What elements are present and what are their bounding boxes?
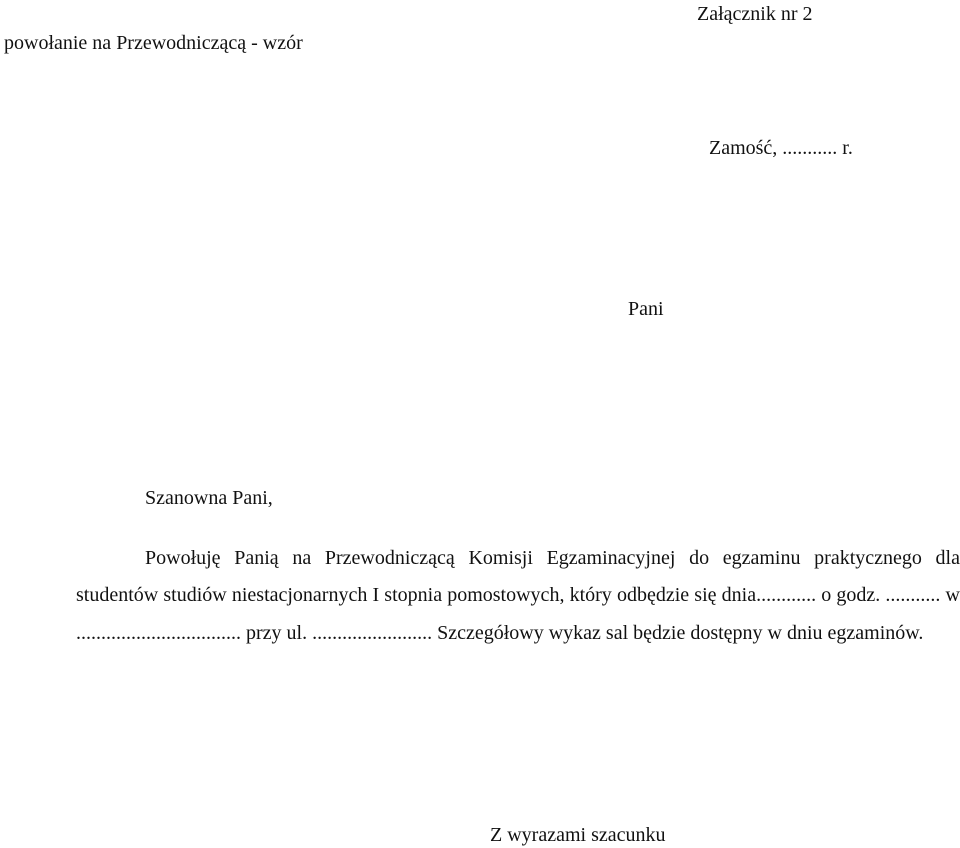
attachment-label: Załącznik nr 2 <box>697 3 813 25</box>
document-type-title: powołanie na Przewodniczącą - wzór <box>4 32 303 54</box>
addressee: Pani <box>628 298 664 320</box>
place-date-line: Zamość, ........... r. <box>709 137 853 159</box>
salutation: Szanowna Pani, <box>145 487 273 509</box>
letter-body: Powołuję Panią na Przewodniczącą Komisji Egzaminacyjnej do egzaminu praktycznego dla studentów studiów niestacjonarnych I stopnia pomostowych, który odbędzie się dnia............ o godz. ........... w ................................. przy ul. ........................ Szczegółowy wykaz sal będzie dostępny w dniu egzaminów. <box>76 547 960 644</box>
closing-line: Z wyrazami szacunku <box>490 824 666 846</box>
